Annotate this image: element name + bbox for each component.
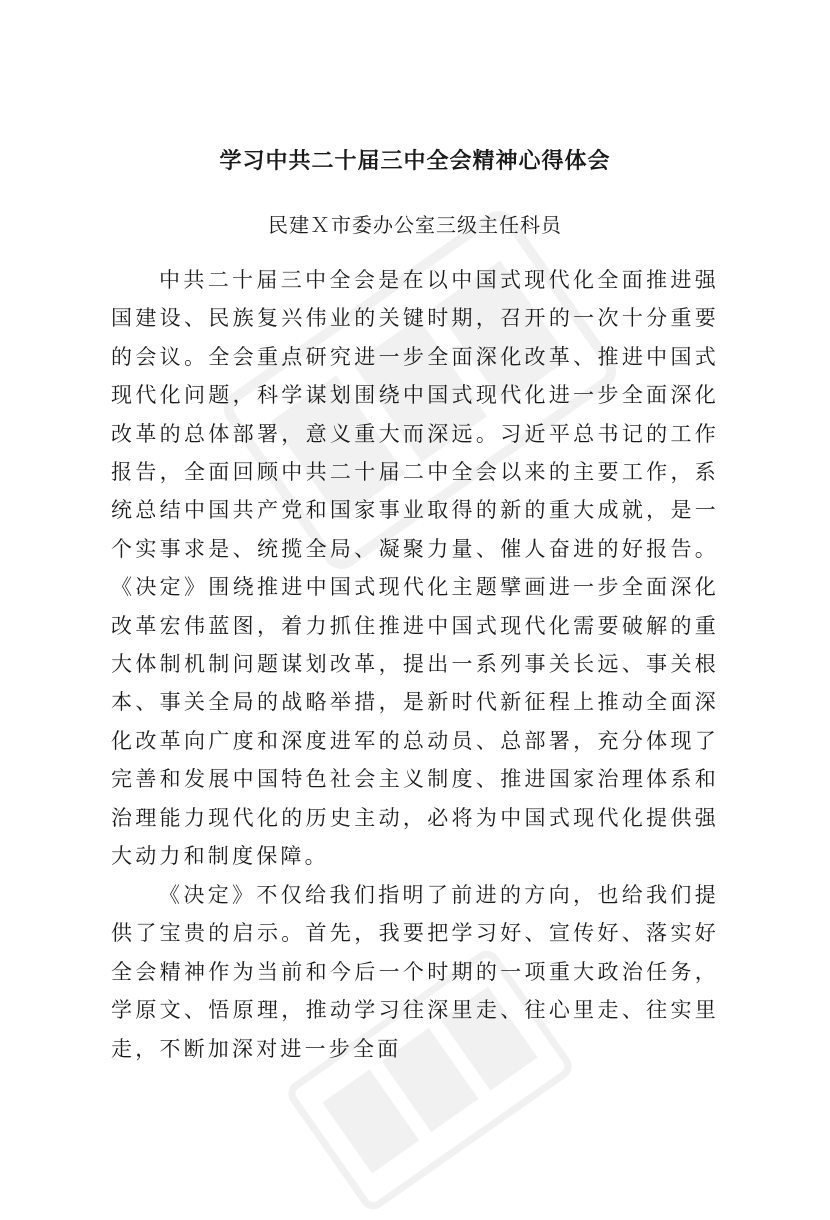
paragraph-1: 中共二十届三中全会是在以中国式现代化全面推进强国建设、民族复兴伟业的关键时期，召开的一次十分重要的会议。全会重点研究进一步全面深化改革、推进中国式现代化问题，科学谋划围绕中国式现代化进一步全面深化改革的总体部署，意义重大而深远。习近平总书记的工作报告，全面回顾中共二十届二中全会以来的主要工作，系统总结中国共产党和国家事业取得的新的重大成就，是一个实事求是、统揽全局、凝聚力量、催人奋进的好报告。《决定》围绕推进中国式现代化主题擘画进一步全面深化改革宏伟蓝图，着力抓住推进中国式现代化需要破解的重大体制机制问题谋划改革，提出一系列事关长远、事关根本、事关全局的战略举措，是新时代新征程上推动全面深化改革向广度和深度进军的总动员、总部署，充分体现了完善和发展中国特色社会主义制度、推进国家治理体系和治理能力现代化的历史主动，必将为中国式现代化提供强大动力和制度保障。	[111, 268, 719, 869]
paragraph-2: 《决定》不仅给我们指明了前进的方向，也给我们提供了宝贵的启示。首先，我要把学习好、宣传好、落实好全会精神作为当前和今后一个时期的一项重大政治任务，学原文、悟原理，推动学习往深里走、往心里走、往实里走，不断加深对进一步全面	[111, 883, 719, 1061]
document-author: 民建Ｘ市委办公室三级主任科员	[268, 213, 562, 237]
document-title: 学习中共二十届三中全会精神心得体会	[219, 149, 611, 174]
